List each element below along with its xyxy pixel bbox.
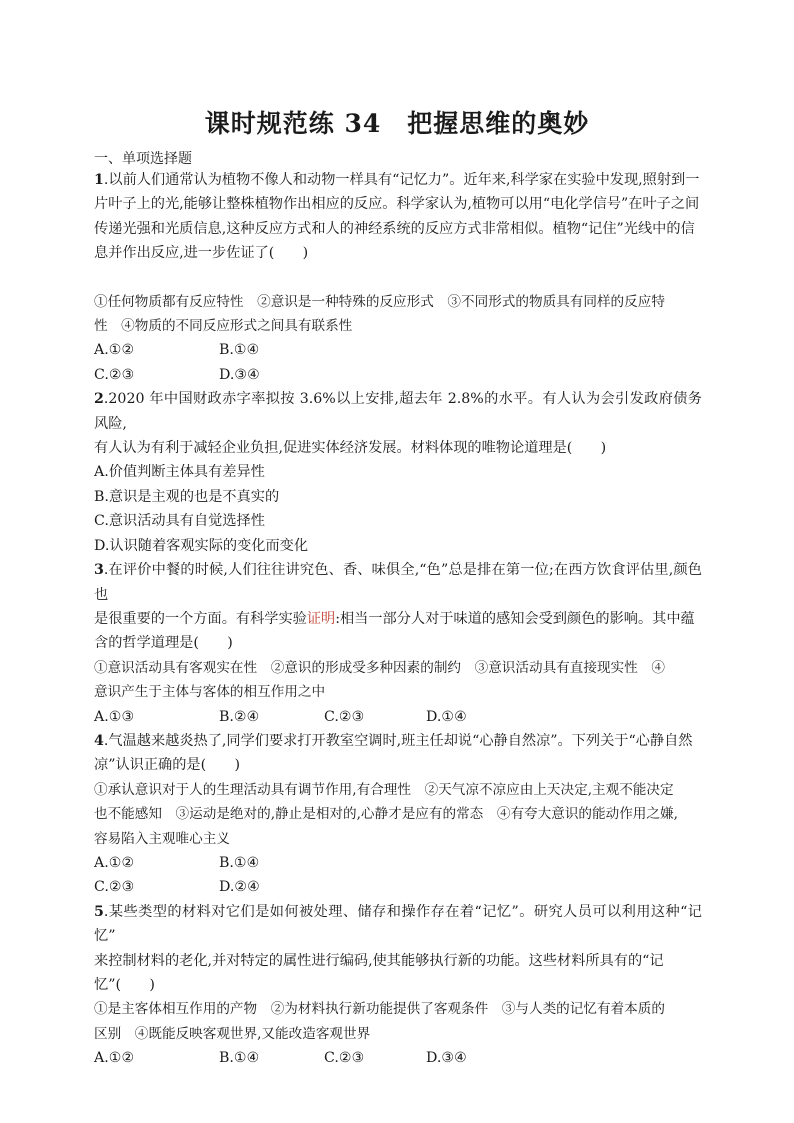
page-title: 课时规范练 34 把握思维的奥妙 xyxy=(204,109,590,138)
option-row xyxy=(94,705,702,729)
option-d: D.认识随着客观实际的变化而变化 xyxy=(94,537,309,554)
highlighted-word: 证明 xyxy=(306,610,336,627)
question-stem-line: 片叶子上的光,能够让整株植物作出相应的反应。科学家认为,植物可以用“电化学信号”在叶子之间 xyxy=(94,196,700,213)
statement-line: 意识产生于主体与客体的相互作用之中 xyxy=(94,684,326,701)
option-b: B.①④ xyxy=(219,854,260,871)
option-row xyxy=(94,1046,702,1070)
option-a: A.①② xyxy=(94,342,135,359)
option-row xyxy=(94,363,702,387)
question-stem-line: 3.在评价中餐的时候,人们往往讲究色、香、味俱全,“色”总是排在第一位;在西方饮食评估里,颜色也 xyxy=(94,562,702,603)
question-stem-line: 有人认为有利于减轻企业负担,促进实体经济发展。材料体现的唯物论道理是( ) xyxy=(94,440,607,457)
question-number: 5 xyxy=(94,903,104,920)
option-row xyxy=(94,338,702,362)
option-a: A.①② xyxy=(94,1050,135,1067)
option-c: C.意识活动具有自觉选择性 xyxy=(94,513,265,530)
question-number: 2 xyxy=(94,391,104,408)
option-b: B.①④ xyxy=(219,1050,260,1067)
question-stem-line: 4.气温越来越炎热了,同学们要求打开教室空调时,班主任却说“心静自然凉”。下列关于“心静自然 xyxy=(94,732,693,749)
question-stem-line: 凉”认识正确的是( ) xyxy=(94,757,241,774)
question-stem-line: 是很重要的一个方面。有科学实验证明:相当一部分人对于味道的感知会受到颜色的影响。其中蕴 xyxy=(94,610,695,627)
question-1 xyxy=(94,168,702,387)
statement-line: ①意识活动具有客观实在性 ②意识的形成受多种因素的制约 ③意识活动具有直接现实性 ④ xyxy=(94,659,665,676)
question-5 xyxy=(94,900,702,1071)
option-row xyxy=(94,875,702,899)
option-d: D.③④ xyxy=(219,366,260,383)
question-number: 3 xyxy=(94,562,104,579)
question-list xyxy=(94,168,702,1071)
question-2 xyxy=(94,387,702,558)
option-a: A.①② xyxy=(94,854,135,871)
option-d: D.③④ xyxy=(426,1050,467,1067)
statement-line: 也不能感知 ③运动是绝对的,静止是相对的,心静才是应有的常态 ④有夸大意识的能动作用之嫌, xyxy=(94,806,678,823)
question-number: 1 xyxy=(94,172,104,188)
option-c: C.②③ xyxy=(324,708,365,725)
statement-line: ①是主客体相互作用的产物 ②为材料执行新功能提供了客观条件 ③与人类的记忆有着本质的 xyxy=(94,1001,665,1018)
statement-line: 性 ④物质的不同反应形式之间具有联系性 xyxy=(94,318,353,335)
section-heading: 一、单项选择题 xyxy=(94,151,192,167)
statement-line: 区别 ④既能反映客观世界,又能改造客观世界 xyxy=(94,1025,371,1042)
option-d: D.①④ xyxy=(426,708,467,725)
question-stem-line: 1.以前人们通常认为植物不像人和动物一样具有“记忆力”。近年来,科学家在实验中发现,照射到一 xyxy=(94,172,700,188)
question-number: 4 xyxy=(94,732,104,749)
option-row xyxy=(94,851,702,875)
question-4 xyxy=(94,729,702,900)
question-stem-line: 传递光强和光质信息,这种反应方式和人的神经系统的反应方式非常相似。植物“记住”光线中的信 xyxy=(94,220,695,237)
question-stem-line: 来控制材料的老化,并对特定的属性进行编码,使其能够执行新的功能。这些材料所具有的“记 xyxy=(94,952,664,969)
statement-line: 容易陷入主观唯心主义 xyxy=(94,830,230,847)
option-b: B.意识是主观的也是不真实的 xyxy=(94,488,280,505)
option-c: C.②③ xyxy=(324,1050,365,1067)
question-stem-line: 忆”( ) xyxy=(94,977,155,993)
question-stem-line: 息并作出反应,进一步佐证了( ) xyxy=(94,245,309,262)
option-b: B.②④ xyxy=(219,708,260,725)
option-c: C.②③ xyxy=(94,366,135,383)
question-stem-line: 含的哲学道理是( ) xyxy=(94,635,233,652)
question-stem-line: 2.2020 年中国财政赤字率拟按 3.6%以上安排,超去年 2.8%的水平。有人认为会引发政府债务风险, xyxy=(94,391,702,432)
question-3 xyxy=(94,558,702,729)
option-c: C.②③ xyxy=(94,879,135,896)
option-d: D.②④ xyxy=(219,879,260,896)
statement-line: ①任何物质都有反应特性 ②意识是一种特殊的反应形式 ③不同形式的物质具有同样的反应特 xyxy=(94,293,665,310)
question-stem-line: 5.某些类型的材料对它们是如何被处理、储存和操作存在着“记忆”。研究人员可以利用这种“记忆” xyxy=(94,903,702,945)
option-a: A.价值判断主体具有差异性 xyxy=(94,464,265,481)
option-b: B.①④ xyxy=(219,342,260,359)
statement-line: ①承认意识对于人的生理活动具有调节作用,有合理性 ②天气凉不凉应由上天决定,主观不能决定 xyxy=(94,781,674,798)
option-a: A.①③ xyxy=(94,708,135,725)
